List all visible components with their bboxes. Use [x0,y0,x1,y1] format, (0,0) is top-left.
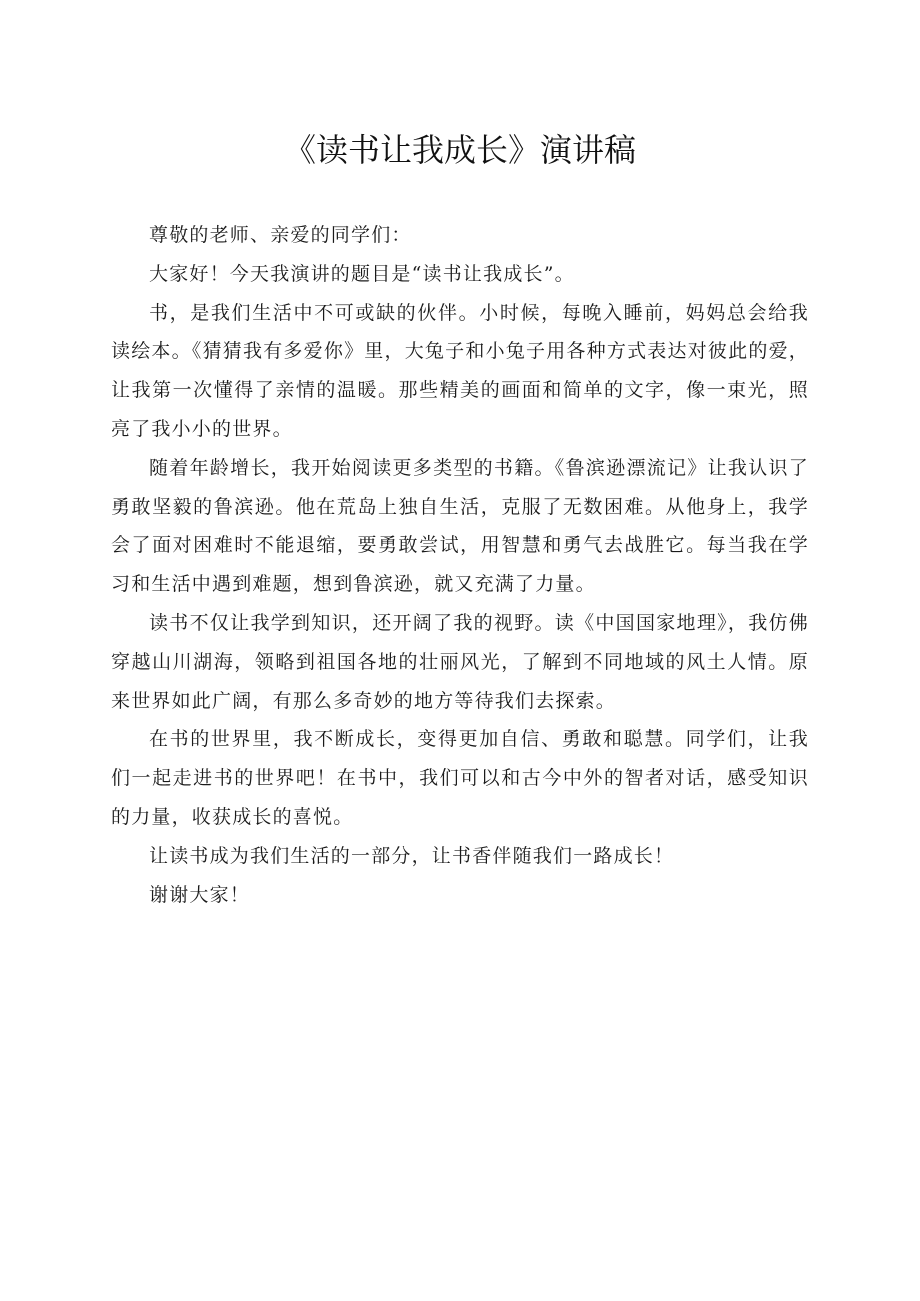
document-body [111,216,809,914]
thanks-line: 谢谢大家！ [149,883,251,906]
body-paragraph: 在书的世界里，我不断成长，变得更加自信、勇敢和聪慧。同学们，让我们一起走进书的世界吧！在书中，我们可以和古今中外的智者对话，感受知识的力量，收获成长的喜悦。 [111,728,809,828]
salutation: 尊敬的老师、亲爱的同学们： [149,224,412,246]
body-paragraph: 随着年龄增长，我开始阅读更多类型的书籍。《鲁滨逊漂流记》让我认识了勇敢坚毅的鲁滨逊。他在荒岛上独自生活，克服了无数困难。从他身上，我学会了面对困难时不能退缩，要勇敢尝试，用智慧和勇气去战胜它。每当我在学习和生活中遇到难题，想到鲁滨逊，就又充满了力量。 [111,456,809,596]
body-paragraph: 书，是我们生活中不可或缺的伙伴。小时候，每晚入睡前，妈妈总会给我读绘本。《猜猜我有多爱你》里，大兔子和小兔子用各种方式表达对彼此的爱，让我第一次懂得了亲情的温暖。那些精美的画面和简单的文字，像一束光，照亮了我小小的世界。 [111,301,809,440]
document-title: 《读书让我成长》演讲稿 [283,131,636,169]
closing-paragraph: 让读书成为我们生活的一部分，让书香伴随我们一路成长！ [149,844,675,867]
body-paragraph: 读书不仅让我学到知识，还开阔了我的视野。读《中国国家地理》，我仿佛穿越山川湖海，领略到祖国各地的壮丽风光，了解到不同地域的风土人情。原来世界如此广阔，有那么多奇妙的地方等待我们去探索。 [111,611,809,712]
greeting-paragraph: 大家好！今天我演讲的题目是“读书让我成长”。 [149,262,575,285]
